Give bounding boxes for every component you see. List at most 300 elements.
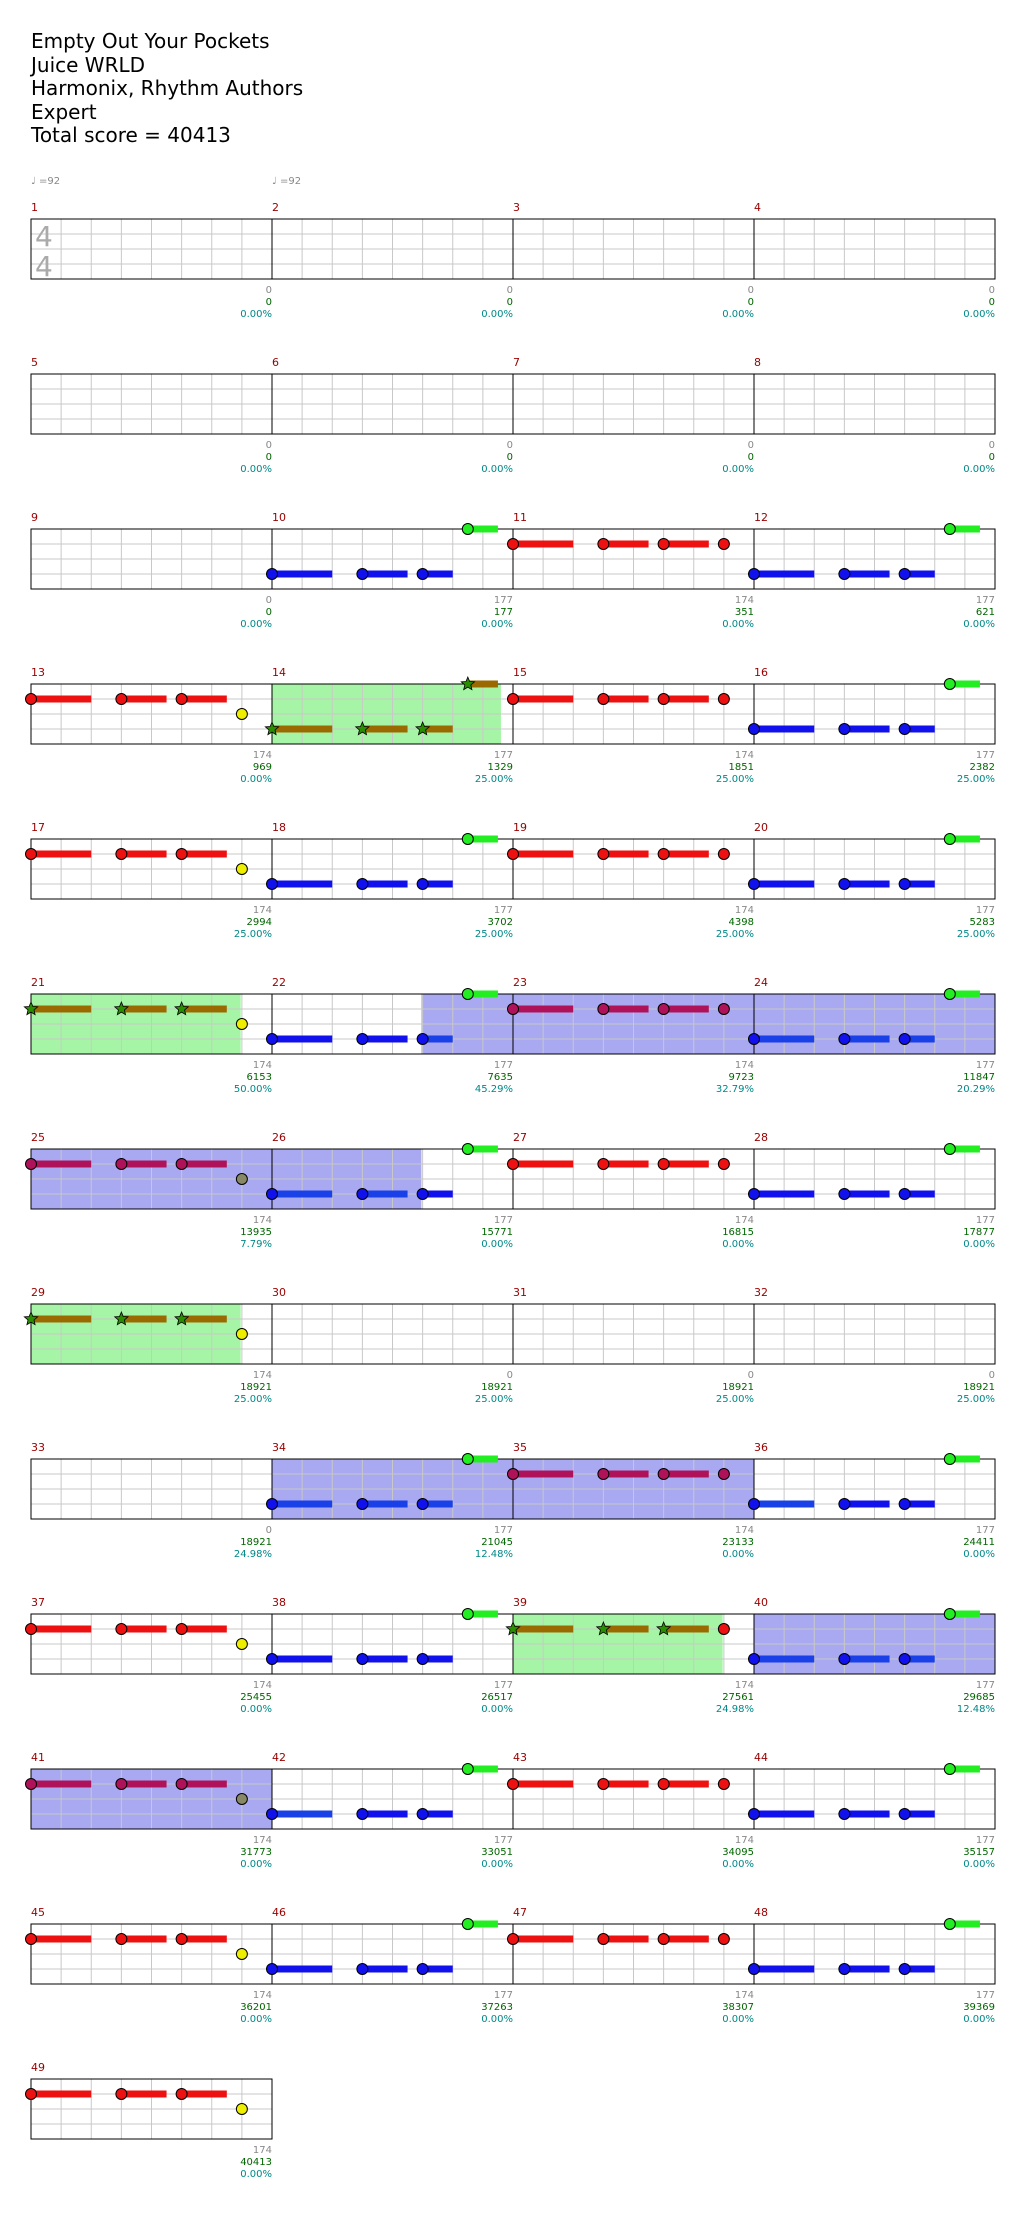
blue-note	[899, 1034, 910, 1045]
measure-score: 17877	[963, 1227, 995, 1238]
measure-percent: 0.00%	[963, 1859, 995, 1870]
green-note	[944, 524, 955, 535]
red-note	[26, 1159, 37, 1170]
measure-score: 351	[734, 607, 754, 618]
measure-note-count: 177	[975, 1215, 995, 1226]
blue-note	[267, 1499, 278, 1510]
red-note	[176, 1779, 187, 1790]
measure-percent: 25.00%	[474, 774, 513, 785]
measure-note-count: 0	[506, 1370, 513, 1381]
measure-number: 28	[754, 1131, 768, 1144]
measure-note-count: 0	[506, 440, 513, 451]
red-sustain	[121, 851, 166, 858]
red-sustain	[31, 2091, 91, 2098]
blue-sustain	[754, 1036, 814, 1043]
measure-note-count: 177	[975, 1060, 995, 1071]
measure-note-count: 174	[734, 595, 754, 606]
tempo-label: =92	[280, 176, 302, 187]
blue-note	[899, 1189, 910, 1200]
blue-sustain	[272, 1656, 332, 1663]
blue-note	[749, 879, 760, 890]
red-sustain	[513, 1626, 573, 1633]
blue-sustain	[362, 1811, 407, 1818]
charter-name: Harmonix, Rhythm Authors	[31, 76, 304, 100]
measure-number: 19	[513, 821, 527, 834]
red-sustain	[664, 1936, 709, 1943]
measure-score: 11847	[963, 1072, 995, 1083]
measure-percent: 0.00%	[240, 619, 272, 630]
yellow-note	[236, 709, 247, 720]
measure-score: 0	[506, 452, 513, 463]
measure-percent: 25.00%	[715, 774, 754, 785]
measure-number: 30	[272, 1286, 286, 1299]
green-note	[944, 1764, 955, 1775]
red-sustain	[513, 696, 573, 703]
measure-number: 2	[272, 201, 279, 214]
measure-note-count: 177	[493, 595, 513, 606]
measure-note-count: 174	[252, 2145, 272, 2156]
red-note	[116, 1624, 127, 1635]
yellow-note	[236, 1019, 247, 1030]
blue-note	[749, 1189, 760, 1200]
blue-sustain	[272, 1811, 332, 1818]
measure-note-count: 174	[252, 1060, 272, 1071]
measure-score: 0	[506, 297, 513, 308]
blue-sustain	[844, 1191, 889, 1198]
measure-number: 35	[513, 1441, 527, 1454]
measure-score: 9723	[728, 1072, 754, 1083]
blue-note	[357, 1809, 368, 1820]
measure-note-count: 174	[252, 905, 272, 916]
measure-score: 621	[975, 607, 995, 618]
measure-number: 23	[513, 976, 527, 989]
red-note	[598, 1469, 609, 1480]
measure-score: 177	[493, 607, 513, 618]
blue-note	[357, 1034, 368, 1045]
red-sustain	[664, 696, 709, 703]
blue-note	[839, 569, 850, 580]
measure-percent: 25.00%	[474, 929, 513, 940]
measure-score: 15771	[481, 1227, 513, 1238]
red-sustain	[182, 696, 227, 703]
red-note	[508, 694, 519, 705]
measure-note-count: 0	[988, 285, 995, 296]
red-sustain	[182, 851, 227, 858]
measure-percent: 0.00%	[240, 1704, 272, 1715]
green-note	[462, 1454, 473, 1465]
red-note	[658, 694, 669, 705]
measure-number: 8	[754, 356, 761, 369]
yellow-note	[236, 1794, 247, 1805]
red-note	[26, 694, 37, 705]
measure-score: 26517	[481, 1692, 513, 1703]
measure-number: 36	[754, 1441, 768, 1454]
measure-score: 13935	[240, 1227, 272, 1238]
red-note	[176, 1624, 187, 1635]
red-sustain	[31, 1161, 91, 1168]
green-note	[944, 1609, 955, 1620]
blue-sustain	[362, 1966, 407, 1973]
measure-note-count: 174	[734, 1060, 754, 1071]
measure-percent: 0.00%	[481, 309, 513, 320]
measure-number: 29	[31, 1286, 45, 1299]
green-note	[944, 1454, 955, 1465]
measure-score: 969	[252, 762, 272, 773]
measure-number: 48	[754, 1906, 768, 1919]
red-note	[116, 2089, 127, 2100]
measure-note-count: 174	[734, 905, 754, 916]
measure-score: 33051	[481, 1847, 513, 1858]
measure-score: 36201	[240, 2002, 272, 2013]
blue-note	[899, 1964, 910, 1975]
measure-number: 4	[754, 201, 761, 214]
red-note	[598, 1779, 609, 1790]
measure-percent: 0.00%	[240, 1859, 272, 1870]
red-sustain	[121, 1161, 166, 1168]
measure-score: 29685	[963, 1692, 995, 1703]
measure-score: 18921	[481, 1382, 513, 1393]
blue-note	[839, 1499, 850, 1510]
blue-note	[839, 1654, 850, 1665]
measure-note-count: 174	[252, 1370, 272, 1381]
measure-score: 34095	[722, 1847, 754, 1858]
measure-note-count: 177	[493, 1215, 513, 1226]
measure-number: 37	[31, 1596, 45, 1609]
measure-number: 45	[31, 1906, 45, 1919]
measure-score: 5283	[969, 917, 995, 928]
red-sustain	[664, 1161, 709, 1168]
measure-number: 13	[31, 666, 45, 679]
measure-number: 32	[754, 1286, 768, 1299]
measure-number: 24	[754, 976, 768, 989]
red-note	[658, 1004, 669, 1015]
yellow-note	[236, 864, 247, 875]
measure-percent: 12.48%	[474, 1549, 513, 1560]
measure-percent: 0.00%	[240, 774, 272, 785]
measure-number: 34	[272, 1441, 286, 1454]
measure-score: 24411	[963, 1537, 995, 1548]
measure-note-count: 174	[734, 1680, 754, 1691]
measure-note-count: 177	[975, 1525, 995, 1536]
red-note	[658, 1159, 669, 1170]
measure-percent: 0.00%	[240, 309, 272, 320]
blue-note	[417, 1034, 428, 1045]
blue-note	[417, 1809, 428, 1820]
green-note	[944, 989, 955, 1000]
red-note	[658, 1934, 669, 1945]
measure-number: 40	[754, 1596, 768, 1609]
red-sustain	[182, 1161, 227, 1168]
red-note	[598, 539, 609, 550]
green-note	[462, 1764, 473, 1775]
red-note	[598, 694, 609, 705]
red-note	[26, 2089, 37, 2100]
blue-sustain	[754, 1501, 814, 1508]
measure-score: 0	[988, 297, 995, 308]
measure-percent: 0.00%	[481, 1239, 513, 1250]
red-sustain	[513, 541, 573, 548]
measure-note-count: 177	[493, 905, 513, 916]
red-note	[508, 1004, 519, 1015]
red-note	[116, 694, 127, 705]
blue-sustain	[844, 571, 889, 578]
measure-percent: 24.98%	[715, 1704, 754, 1715]
blue-sustain	[272, 1191, 332, 1198]
time-signature-bottom: 4	[35, 250, 53, 283]
measure-number: 16	[754, 666, 768, 679]
red-note	[508, 1159, 519, 1170]
red-note	[508, 849, 519, 860]
blue-note	[749, 1499, 760, 1510]
measure-number: 14	[272, 666, 286, 679]
measure-score: 27561	[722, 1692, 754, 1703]
red-sustain	[31, 696, 91, 703]
green-note	[462, 524, 473, 535]
measure-percent: 0.00%	[240, 2014, 272, 2025]
measure-note-count: 0	[265, 595, 272, 606]
measure-percent: 20.29%	[956, 1084, 995, 1095]
measure-score: 6153	[246, 1072, 272, 1083]
green-note	[944, 1144, 955, 1155]
blue-note	[267, 569, 278, 580]
red-note	[598, 849, 609, 860]
measure-score: 23133	[722, 1537, 754, 1548]
measure-note-count: 0	[506, 285, 513, 296]
measure-percent: 0.00%	[481, 619, 513, 630]
red-note	[176, 2089, 187, 2100]
red-note	[508, 539, 519, 550]
blue-note	[357, 569, 368, 580]
red-note	[176, 1934, 187, 1945]
red-note	[26, 849, 37, 860]
measure-score: 2994	[246, 917, 272, 928]
measure-note-count: 177	[975, 1680, 995, 1691]
red-sustain	[513, 1781, 573, 1788]
green-note	[462, 1919, 473, 1930]
red-note	[658, 849, 669, 860]
measure-score: 2382	[969, 762, 995, 773]
red-sustain	[31, 1006, 91, 1013]
red-sustain	[182, 2091, 227, 2098]
red-note	[116, 1779, 127, 1790]
yellow-note	[236, 1949, 247, 1960]
red-sustain	[664, 1471, 709, 1478]
blue-sustain	[754, 571, 814, 578]
red-sustain	[603, 1936, 648, 1943]
measure-number: 7	[513, 356, 520, 369]
blue-sustain	[754, 881, 814, 888]
measure-percent: 0.00%	[722, 464, 754, 475]
yellow-note	[236, 2104, 247, 2115]
red-sustain	[603, 851, 648, 858]
measure-percent: 25.00%	[233, 1394, 272, 1405]
measure-number: 5	[31, 356, 38, 369]
red-sustain	[603, 1006, 648, 1013]
measure-percent: 0.00%	[722, 619, 754, 630]
red-note	[26, 1934, 37, 1945]
red-note	[718, 539, 729, 550]
measure-percent: 0.00%	[722, 2014, 754, 2025]
measure-percent: 25.00%	[956, 929, 995, 940]
measure-score: 18921	[963, 1382, 995, 1393]
blue-note	[899, 1654, 910, 1665]
blue-sustain	[754, 1656, 814, 1663]
measure-percent: 0.00%	[481, 1859, 513, 1870]
measure-number: 20	[754, 821, 768, 834]
measure-percent: 0.00%	[722, 1239, 754, 1250]
green-note	[944, 834, 955, 845]
red-note	[116, 1934, 127, 1945]
measure-number: 33	[31, 1441, 45, 1454]
tempo-note-icon: ♩	[31, 176, 36, 187]
red-note	[718, 1004, 729, 1015]
red-sustain	[664, 1781, 709, 1788]
measure-score: 16815	[722, 1227, 754, 1238]
measure-number: 9	[31, 511, 38, 524]
measure-percent: 0.00%	[481, 1704, 513, 1715]
measure-percent: 12.48%	[956, 1704, 995, 1715]
measure-percent: 50.00%	[233, 1084, 272, 1095]
green-note	[462, 989, 473, 1000]
measure-score: 21045	[481, 1537, 513, 1548]
red-note	[508, 1469, 519, 1480]
red-sustain	[31, 1781, 91, 1788]
red-note	[718, 1469, 729, 1480]
measure-note-count: 177	[975, 1835, 995, 1846]
measure-note-count: 0	[988, 440, 995, 451]
measure-number: 3	[513, 201, 520, 214]
measure-note-count: 174	[734, 1990, 754, 2001]
measure-number: 12	[754, 511, 768, 524]
measure-number: 25	[31, 1131, 45, 1144]
red-sustain	[513, 1936, 573, 1943]
blue-sustain	[754, 726, 814, 733]
red-sustain	[31, 1626, 91, 1633]
measure-score: 39369	[963, 2002, 995, 2013]
red-sustain	[603, 696, 648, 703]
measure-score: 18921	[240, 1382, 272, 1393]
measure-score: 4398	[728, 917, 754, 928]
red-sustain	[31, 1316, 91, 1323]
blue-note	[357, 1964, 368, 1975]
green-note	[944, 679, 955, 690]
blue-sustain	[272, 571, 332, 578]
measure-number: 38	[272, 1596, 286, 1609]
measure-score: 0	[988, 452, 995, 463]
blue-note	[839, 1034, 850, 1045]
red-note	[116, 849, 127, 860]
time-signature-top: 4	[35, 220, 53, 253]
red-note	[598, 1934, 609, 1945]
measure-score: 25455	[240, 1692, 272, 1703]
red-sustain	[182, 1936, 227, 1943]
red-note	[718, 1934, 729, 1945]
blue-note	[267, 1189, 278, 1200]
blue-note	[839, 1189, 850, 1200]
measure-score: 0	[747, 452, 754, 463]
red-sustain	[513, 1161, 573, 1168]
blue-sustain	[844, 1811, 889, 1818]
red-note	[598, 1159, 609, 1170]
blue-sustain	[272, 1966, 332, 1973]
measure-number: 31	[513, 1286, 527, 1299]
blue-sustain	[362, 1656, 407, 1663]
blue-sustain	[362, 881, 407, 888]
measure-note-count: 0	[747, 440, 754, 451]
yellow-note	[236, 1639, 247, 1650]
measure-note-count: 177	[975, 595, 995, 606]
red-sustain	[603, 1161, 648, 1168]
green-note	[462, 1609, 473, 1620]
measure-note-count: 0	[988, 1370, 995, 1381]
measure-number: 21	[31, 976, 45, 989]
red-sustain	[121, 1781, 166, 1788]
red-sustain	[513, 851, 573, 858]
measure-note-count: 177	[493, 1680, 513, 1691]
measure-number: 11	[513, 511, 527, 524]
blue-note	[749, 1964, 760, 1975]
blue-note	[749, 1654, 760, 1665]
measure-percent: 0.00%	[240, 2169, 272, 2180]
red-sustain	[182, 1626, 227, 1633]
blue-sustain	[272, 726, 332, 733]
measure-note-count: 177	[975, 905, 995, 916]
measure-percent: 25.00%	[956, 1394, 995, 1405]
blue-note	[417, 569, 428, 580]
measure-score: 1329	[487, 762, 513, 773]
measure-score: 0	[265, 607, 272, 618]
blue-note	[839, 1964, 850, 1975]
blue-note	[839, 724, 850, 735]
blue-sustain	[844, 881, 889, 888]
measure-note-count: 177	[493, 1990, 513, 2001]
red-sustain	[603, 1781, 648, 1788]
measure-percent: 45.29%	[474, 1084, 513, 1095]
song-title: Empty Out Your Pockets	[31, 29, 270, 53]
measure-percent: 24.98%	[233, 1549, 272, 1560]
tempo-label: =92	[39, 176, 61, 187]
blue-note	[417, 1189, 428, 1200]
measure-score: 31773	[240, 1847, 272, 1858]
red-sustain	[121, 696, 166, 703]
measure-note-count: 174	[252, 750, 272, 761]
blue-note	[267, 879, 278, 890]
measure-number: 18	[272, 821, 286, 834]
measure-score: 38307	[722, 2002, 754, 2013]
red-sustain	[182, 1781, 227, 1788]
red-sustain	[31, 851, 91, 858]
red-sustain	[513, 1006, 573, 1013]
blue-note	[749, 569, 760, 580]
measure-note-count: 0	[747, 1370, 754, 1381]
red-note	[658, 1779, 669, 1790]
measure-percent: 0.00%	[722, 1549, 754, 1560]
red-note	[718, 694, 729, 705]
measure-score: 18921	[240, 1537, 272, 1548]
red-note	[176, 849, 187, 860]
measure-note-count: 177	[493, 1525, 513, 1536]
measure-note-count: 0	[265, 1525, 272, 1536]
blue-note	[357, 879, 368, 890]
blue-sustain	[844, 1966, 889, 1973]
blue-sustain	[362, 1036, 407, 1043]
red-sustain	[603, 1471, 648, 1478]
measure-note-count: 177	[975, 750, 995, 761]
measure-note-count: 0	[265, 440, 272, 451]
measure-score: 0	[265, 452, 272, 463]
measure-number: 27	[513, 1131, 527, 1144]
blue-note	[899, 569, 910, 580]
